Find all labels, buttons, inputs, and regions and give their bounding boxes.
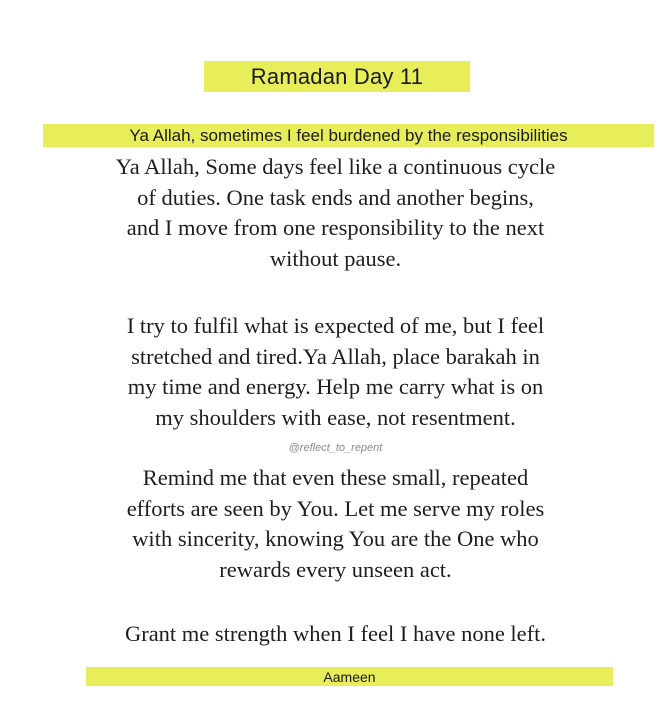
subtitle: Ya Allah, sometimes I feel burdened by the responsibilities	[129, 125, 568, 145]
page-title: Ramadan Day 11	[250, 63, 424, 89]
paragraph-line: Remind me that even these small, repeated	[142, 465, 529, 490]
paragraph-line: stretched and tired.Ya Allah, place barakah in	[131, 343, 540, 369]
paragraph-line: I try to fulfil what is expected of me, but I feel	[126, 313, 545, 338]
paragraph-line: my time and energy. Help me carry what is on	[127, 374, 544, 399]
paragraph-line: efforts are seen by You. Let me serve my roles	[126, 495, 545, 521]
subtitle-banner	[43, 124, 654, 147]
paragraph-line: rewards every unseen act.	[219, 556, 452, 582]
paragraph-line: of duties. One task ends and another begins,	[137, 184, 534, 210]
paragraph-4	[40, 619, 631, 650]
watermark-handle: @reflect_to_repent	[288, 442, 383, 454]
paragraph-line: my shoulders with ease, not resentment.	[155, 404, 516, 430]
paragraph-line: without pause.	[269, 245, 402, 271]
paragraph-3	[40, 463, 631, 585]
paragraph-line: and I move from one responsibility to the next	[126, 215, 545, 240]
paragraph-line: Ya Allah, Some days feel like a continuous cycle	[115, 154, 556, 179]
paragraph-1	[40, 152, 631, 274]
closing-text: Aameen	[323, 668, 376, 685]
paragraph-line: with sincerity, knowing You are the One who	[132, 526, 539, 551]
closing-banner	[86, 667, 613, 686]
paragraph-line: Grant me strength when I feel I have none left.	[124, 621, 547, 646]
paragraph-2	[40, 311, 631, 433]
title-banner	[204, 61, 470, 92]
